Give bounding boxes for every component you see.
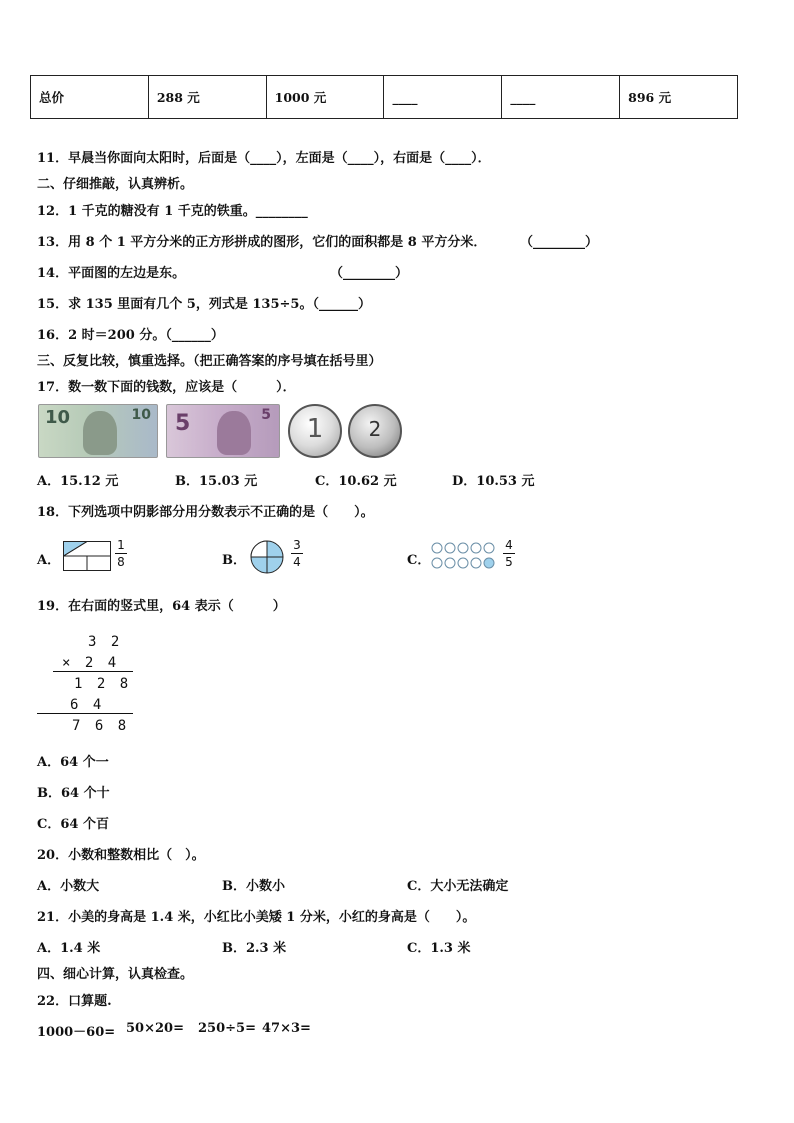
mental-math-item: 50×20= — [126, 1021, 184, 1036]
vertical-row-3: 1 2 8 — [74, 676, 132, 692]
price-table — [30, 75, 738, 119]
q19-option-c: C．64 个百 — [37, 817, 109, 832]
q19-option-a: A．64 个一 — [37, 755, 109, 770]
section-4-heading: 四、细心计算，认真检查。 — [37, 967, 194, 982]
question-15: 15．求 135 里面有几个 5，列式是 135÷5。（______） — [37, 297, 371, 312]
question-13: 13．用 8 个 1 平方分米的正方形拼成的图形，它们的面积都是 8 平方分米． — [37, 235, 487, 250]
table-row — [31, 76, 738, 119]
mental-math-item: 250÷5= — [198, 1021, 256, 1036]
q19-option-b: B．64 个十 — [37, 786, 110, 801]
q17-option-d: D．10.53 元 — [452, 474, 535, 489]
fraction-denominator: 4 — [293, 555, 301, 569]
fraction-denominator: 8 — [117, 555, 125, 569]
coin-2-fen-image — [348, 404, 402, 458]
coin-value: 1 — [306, 414, 324, 444]
shaded-circles-figure — [431, 541, 499, 571]
q21-option-b: B．2.3 米 — [222, 941, 287, 956]
table-cell: ____ — [502, 76, 620, 119]
q21-option-c: C．1.3 米 — [407, 941, 471, 956]
mental-math-item: 47×3= — [262, 1021, 311, 1036]
banknote-10-image — [38, 404, 158, 458]
vertical-divider — [53, 671, 133, 672]
question-14-blank: （________） — [330, 266, 409, 281]
shaded-rectangle-figure — [63, 541, 111, 571]
question-13-blank: （________） — [520, 235, 599, 250]
fraction-c — [503, 538, 515, 569]
q20-option-b: B．小数小 — [222, 879, 285, 894]
fraction-b — [291, 538, 303, 569]
table-cell: 1000 元 — [266, 76, 384, 119]
question-12: 12．1 千克的糖没有 1 千克的铁重。________ — [37, 204, 308, 219]
q17-option-a: A．15.12 元 — [37, 474, 119, 489]
table-cell: 总价 — [31, 76, 149, 119]
q20-option-c: C．大小无法确定 — [407, 879, 509, 894]
fraction-numerator: 1 — [117, 538, 125, 552]
q20-option-a: A．小数大 — [37, 879, 100, 894]
fraction-numerator: 3 — [293, 538, 301, 552]
section-2-heading: 二、仔细推敲，认真辨析。 — [37, 177, 194, 192]
question-18: 18．下列选项中阴影部分用分数表示不正确的是（ ）。 — [37, 505, 374, 520]
question-17: 17．数一数下面的钱数，应该是（ ）． — [37, 380, 296, 395]
question-16: 16．2 时＝200 分。（______） — [37, 328, 224, 343]
q18-option-a-label: A． — [37, 553, 61, 568]
vertical-divider — [37, 713, 133, 714]
question-22: 22．口算题. — [37, 994, 112, 1009]
q18-option-c-label: C． — [407, 553, 431, 568]
q17-option-c: C．10.62 元 — [315, 474, 397, 489]
table-cell: 896 元 — [620, 76, 738, 119]
shaded-circle-figure — [250, 540, 284, 574]
mental-math-item: 1000－60= — [37, 1025, 116, 1040]
banknote-5-image — [166, 404, 280, 458]
fraction-numerator: 4 — [505, 538, 513, 552]
banknote-value: 10 — [131, 407, 151, 423]
q21-option-a: A．1.4 米 — [37, 941, 101, 956]
question-11: 11．早晨当你面向太阳时，后面是（____），左面是（____），右面是（____）． — [37, 151, 491, 166]
vertical-row-5: 7 6 8 — [72, 718, 130, 734]
fraction-a — [115, 538, 127, 569]
coin-1-jiao-image — [288, 404, 342, 458]
question-20: 20．小数和整数相比（ ）。 — [37, 848, 205, 863]
portrait-icon — [217, 411, 251, 455]
fraction-denominator: 5 — [505, 555, 513, 569]
vertical-row-1: 3 2 — [88, 634, 123, 650]
vertical-row-2: × 2 4 — [62, 655, 120, 671]
question-14: 14．平面图的左边是东。 — [37, 266, 186, 281]
banknote-value: 5 — [261, 407, 271, 423]
coin-value: 2 — [368, 417, 382, 441]
question-19: 19．在右面的竖式里，64 表示（ ） — [37, 599, 286, 614]
banknote-value: 10 — [45, 407, 71, 428]
portrait-icon — [83, 411, 117, 455]
q17-option-b: B．15.03 元 — [175, 474, 258, 489]
vertical-row-4: 6 4 — [70, 697, 105, 713]
table-cell: ____ — [384, 76, 502, 119]
banknote-value: 5 — [175, 411, 191, 436]
question-21: 21．小美的身高是 1.4 米，小红比小美矮 1 分米，小红的身高是（ ）。 — [37, 910, 476, 925]
q18-option-b-label: B． — [222, 553, 246, 568]
table-cell: 288 元 — [148, 76, 266, 119]
section-3-heading: 三、反复比较，慎重选择。（把正确答案的序号填在括号里） — [37, 354, 382, 369]
